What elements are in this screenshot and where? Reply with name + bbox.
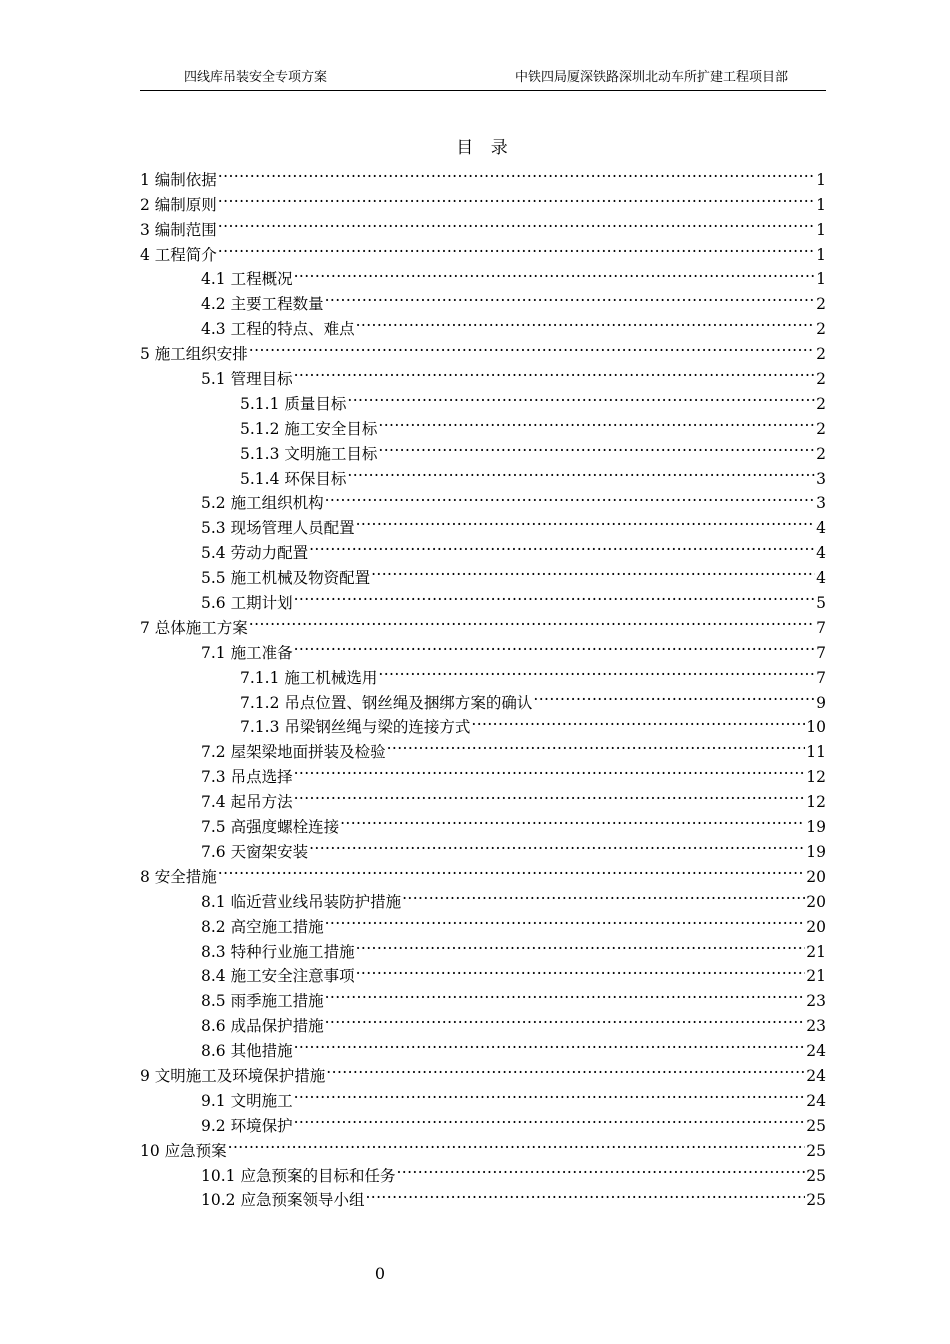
toc-entry-title: 9.1 文明施工	[201, 1091, 293, 1110]
toc-entry-title: 8.5 雨季施工措施	[201, 992, 324, 1011]
toc-dot-leader	[378, 658, 815, 683]
toc-entry-title: 2 编制原则	[140, 195, 217, 214]
toc-entry[interactable]	[140, 185, 826, 214]
toc-entry-title: 10.1 应急预案的目标和任务	[201, 1166, 396, 1185]
toc-entry-page: 21	[806, 942, 826, 961]
toc-entry-page: 1	[816, 195, 826, 214]
toc-entry-title: 7.2 屋架梁地面拼装及检验	[201, 743, 386, 762]
toc-entry-page: 25	[806, 1166, 826, 1185]
toc-entry-title: 5.1.3 文明施工目标	[240, 444, 378, 463]
toc-entry[interactable]	[140, 210, 826, 239]
toc-entry-title: 4.3 工程的特点、难点	[201, 320, 355, 339]
toc-entry-title: 7.1 施工准备	[201, 643, 293, 662]
toc-entry[interactable]	[140, 160, 826, 189]
toc-entry-title: 8.3 特种行业施工措施	[201, 942, 355, 961]
toc-entry-page: 1	[816, 170, 826, 189]
toc-entry-title: 5.1 管理目标	[201, 370, 293, 389]
toc-entry-page: 1	[816, 245, 826, 264]
toc-entry-title: 5 施工组织安排	[140, 345, 248, 364]
toc-dot-leader	[387, 732, 806, 757]
toc-dot-leader	[371, 558, 815, 583]
toc-dot-leader	[294, 359, 816, 384]
toc-entry-title: 5.1.2 施工安全目标	[240, 419, 378, 438]
toc-entry-title: 5.4 劳动力配置	[201, 544, 309, 563]
toc-entry-title: 10.2 应急预案领导小组	[201, 1191, 365, 1210]
toc-dot-leader	[309, 832, 805, 857]
toc-entry-page: 7	[816, 668, 826, 687]
toc-entry[interactable]	[140, 1131, 826, 1160]
toc-entry-page: 12	[806, 768, 826, 787]
toc-dot-leader	[249, 334, 815, 359]
toc-title: 目 录	[456, 138, 514, 158]
toc-dot-leader	[471, 708, 805, 733]
toc-dot-leader	[325, 484, 816, 509]
toc-dot-leader	[325, 284, 816, 309]
toc-dot-leader	[365, 1181, 805, 1206]
toc-entry-title: 5.5 施工机械及物资配置	[201, 569, 371, 588]
toc-dot-leader	[294, 1081, 806, 1106]
toc-entry-title: 4.2 主要工程数量	[201, 295, 324, 314]
toc-dot-leader	[294, 757, 806, 782]
toc-entry-page: 23	[806, 1017, 826, 1036]
toc-entry-title: 5.2 施工组织机构	[201, 494, 324, 513]
toc-entry-page: 19	[806, 818, 826, 837]
toc-dot-leader	[218, 235, 815, 260]
toc-entry-title: 7 总体施工方案	[140, 618, 248, 637]
toc-entry-page: 10	[806, 718, 826, 737]
toc-entry-page: 1	[816, 220, 826, 239]
toc-entry-title: 7.5 高强度螺栓连接	[201, 818, 340, 837]
toc-dot-leader	[218, 210, 815, 235]
toc-entry-page: 25	[806, 1191, 826, 1210]
toc-entry-page: 24	[806, 1091, 826, 1110]
toc-entry-page: 4	[816, 569, 826, 588]
toc-entry-title: 7.3 吊点选择	[201, 768, 293, 787]
table-of-contents	[140, 160, 826, 1210]
toc-dot-leader	[396, 1156, 805, 1181]
toc-dot-leader	[218, 160, 815, 185]
toc-dot-leader	[356, 309, 816, 334]
toc-dot-leader	[378, 409, 815, 434]
toc-entry[interactable]	[140, 1156, 826, 1185]
toc-entry-title: 7.1.1 施工机械选用	[240, 668, 378, 687]
toc-entry-page: 24	[806, 1042, 826, 1061]
toc-entry-page: 24	[806, 1066, 826, 1085]
toc-entry-page: 5	[816, 594, 826, 613]
toc-entry-page: 19	[806, 842, 826, 861]
toc-entry-page: 2	[816, 419, 826, 438]
header-right-title: 中铁四局厦深铁路深圳北动车所扩建工程项目部	[514, 70, 788, 85]
toc-entry-page: 2	[816, 370, 826, 389]
toc-dot-leader	[325, 1006, 806, 1031]
toc-entry-page: 2	[816, 394, 826, 413]
toc-entry-page: 2	[816, 320, 826, 339]
toc-dot-leader	[294, 633, 816, 658]
toc-entry-title: 7.1.3 吊梁钢丝绳与梁的连接方式	[240, 718, 471, 737]
toc-entry-title: 9.2 环境保护	[201, 1116, 293, 1135]
toc-entry-title: 8.6 成品保护措施	[201, 1017, 324, 1036]
toc-dot-leader	[533, 683, 815, 708]
toc-dot-leader	[325, 907, 806, 932]
toc-entry-page: 1	[816, 270, 826, 289]
toc-entry[interactable]	[140, 882, 826, 911]
toc-entry-title: 3 编制范围	[140, 220, 217, 239]
toc-dot-leader	[309, 533, 815, 558]
toc-dot-leader	[326, 1056, 805, 1081]
toc-entry-title: 8.2 高空施工措施	[201, 917, 324, 936]
toc-dot-leader	[347, 384, 815, 409]
toc-entry-title: 8.1 临近营业线吊装防护措施	[201, 892, 402, 911]
toc-dot-leader	[347, 459, 815, 484]
toc-entry-page: 23	[806, 992, 826, 1011]
toc-entry-title: 4 工程简介	[140, 245, 217, 264]
toc-entry[interactable]	[140, 857, 826, 886]
toc-entry-page: 12	[806, 793, 826, 812]
toc-entry-title: 4.1 工程概况	[201, 270, 293, 289]
toc-entry-title: 7.6 天窗架安装	[201, 842, 309, 861]
toc-entry-title: 8.6 其他措施	[201, 1042, 293, 1061]
toc-entry-page: 25	[806, 1141, 826, 1160]
toc-entry[interactable]	[140, 235, 826, 264]
toc-dot-leader	[294, 583, 816, 608]
toc-entry-title: 5.1.4 环保目标	[240, 469, 347, 488]
toc-entry-page: 2	[816, 295, 826, 314]
toc-dot-leader	[294, 782, 806, 807]
toc-dot-leader	[249, 608, 815, 633]
toc-entry-page: 20	[806, 917, 826, 936]
header-left-title: 四线库吊装安全专项方案	[184, 70, 328, 85]
toc-entry-page: 25	[806, 1116, 826, 1135]
toc-dot-leader	[228, 1131, 806, 1156]
toc-entry-title: 5.6 工期计划	[201, 594, 293, 613]
toc-entry[interactable]	[140, 260, 826, 289]
toc-dot-leader	[218, 185, 815, 210]
toc-dot-leader	[294, 1106, 806, 1131]
toc-entry-page: 4	[816, 519, 826, 538]
toc-entry-title: 7.1.2 吊点位置、钢丝绳及捆绑方案的确认	[240, 693, 533, 712]
toc-dot-leader	[378, 434, 815, 459]
toc-entry-page: 7	[816, 643, 826, 662]
page-header	[140, 60, 826, 91]
toc-entry-page: 7	[816, 618, 826, 637]
toc-entry-title: 8 安全措施	[140, 867, 217, 886]
toc-entry-title: 9 文明施工及环境保护措施	[140, 1066, 326, 1085]
toc-entry-title: 7.4 起吊方法	[201, 793, 293, 812]
page-number: 0	[374, 1264, 386, 1283]
toc-entry-title: 8.4 施工安全注意事项	[201, 967, 355, 986]
toc-entry-page: 3	[816, 469, 826, 488]
toc-dot-leader	[356, 508, 816, 533]
toc-entry-page: 11	[806, 743, 826, 762]
toc-dot-leader	[340, 807, 805, 832]
toc-entry-page: 21	[806, 967, 826, 986]
toc-entry-page: 4	[816, 544, 826, 563]
toc-dot-leader	[356, 932, 806, 957]
toc-entry-page: 3	[816, 494, 826, 513]
toc-entry-page: 9	[816, 693, 826, 712]
toc-entry-title: 5.1.1 质量目标	[240, 394, 347, 413]
toc-entry-page: 2	[816, 444, 826, 463]
toc-dot-leader	[294, 260, 816, 285]
toc-entry-title: 5.3 现场管理人员配置	[201, 519, 355, 538]
toc-dot-leader	[402, 882, 805, 907]
toc-entry-page: 20	[806, 867, 826, 886]
toc-entry-title: 1 编制依据	[140, 170, 217, 189]
toc-entry-page: 20	[806, 892, 826, 911]
toc-dot-leader	[356, 957, 806, 982]
toc-dot-leader	[325, 981, 806, 1006]
toc-entry-page: 2	[816, 345, 826, 364]
toc-entry-title: 10 应急预案	[140, 1141, 227, 1160]
toc-dot-leader	[294, 1031, 806, 1056]
toc-dot-leader	[218, 857, 805, 882]
